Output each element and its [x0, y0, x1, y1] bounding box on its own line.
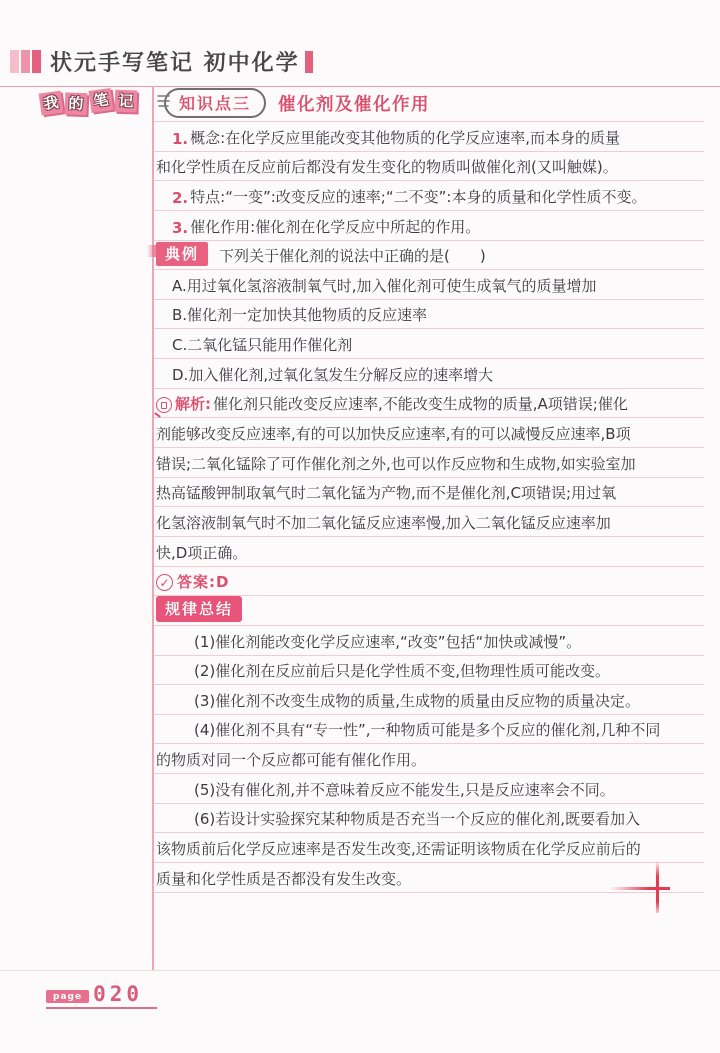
summary-badge: 规律总结 [156, 596, 242, 622]
line-text: D.加入催化剂,过氧化氢发生分解反应的速率增大 [172, 365, 494, 384]
header-divider-line [0, 86, 720, 87]
notebook-line [154, 389, 704, 419]
header-bar-decoration [10, 50, 19, 73]
notebook-line [154, 241, 704, 271]
notebook-line [154, 715, 704, 745]
line-text: A.用过氧化氢溶液制氧气时,加入催化剂可使生成氧气的质量增加 [172, 276, 597, 295]
line-text: 催化作用:催化剂在化学反应中所起的作用。 [190, 217, 481, 236]
line-text: C.二氧化锰只能用作催化剂 [172, 336, 353, 355]
notebook-line [154, 744, 704, 774]
notebook-line [154, 300, 704, 330]
example-badge: 典例 [156, 242, 208, 266]
notebook-line [154, 211, 704, 241]
notebook-line [154, 359, 704, 389]
page-label-badge: page [46, 990, 89, 1003]
notebook-line [154, 567, 704, 597]
notes-content [154, 88, 704, 893]
line-text: (1)催化剂能改变化学反应速率,“改变”包括“加快或减慢”。 [194, 632, 582, 651]
header-bar-decoration [21, 50, 30, 73]
line-text: 错误;二氧化锰除了可作催化剂之外,也可以作反应物和生成物,如实验室加 [156, 454, 636, 473]
notebook-line [154, 418, 704, 448]
notebook-line [154, 507, 704, 537]
line-text: 剂能够改变反应速率,有的可以加快反应速率,有的可以减慢反应速率,B项 [156, 425, 631, 444]
page-bottom-line [0, 970, 720, 971]
my-notes-character-tile: 的 [65, 92, 88, 115]
line-text: (4)催化剂不具有“专一性”,一种物质可能是多个反应的催化剂,几种不同 [194, 721, 661, 740]
line-text: (3)催化剂不改变生成物的质量,生成物的质量由反应物的质量决定。 [194, 691, 641, 710]
ladder-doodle-icon [156, 92, 171, 114]
line-text: 化氢溶液制氧气时不加二氧化锰反应速率慢,加入二氧化锰反应速率加 [156, 513, 611, 532]
my-notes-badge [39, 87, 140, 114]
line-text: 和化学性质在反应前后都没有发生变化的物质叫做催化剂(又叫触媒)。 [156, 158, 618, 177]
analysis-text: 催化剂只能改变反应速率,不能改变生成物的质量,A项错误;催化 [213, 395, 628, 414]
line-text: 1. [172, 129, 189, 148]
red-crosshair-mark [610, 887, 670, 890]
answer-label: 答案:D [177, 573, 230, 592]
my-notes-character-tile: 我 [39, 91, 64, 116]
notebook-line [154, 626, 704, 656]
notebook-line [154, 448, 704, 478]
line-text: (6)若设计实验探究某种物质是否充当一个反应的催化剂,既要看加入 [194, 810, 641, 829]
line-text: 概念:在化学反应里能改变其他物质的化学反应速率,而本身的质量 [190, 128, 620, 147]
notebook-line [154, 804, 704, 834]
line-text: 特点:“一变”:改变反应的速率;“二不变”:本身的质量和化学性质不变。 [190, 187, 647, 206]
notebook-line [154, 329, 704, 359]
notebook-line [154, 656, 704, 686]
header-bar-decoration [305, 51, 313, 73]
knowledge-point-badge: 知识点三 [164, 88, 266, 118]
page-number-footer [46, 984, 157, 1009]
notebook-line [154, 88, 704, 122]
notebook-line [154, 833, 704, 863]
book-title: 状元手写笔记 初中化学 [50, 51, 300, 76]
notebook-line [154, 152, 704, 182]
notebook-line [154, 596, 704, 626]
check-circle-icon: ✓ [156, 574, 173, 591]
line-text: 质量和化学性质是否都没有发生改变。 [156, 869, 412, 888]
my-notes-character-tile: 笔 [89, 88, 114, 113]
page-number: 020 [93, 982, 143, 1006]
notebook-line [154, 537, 704, 567]
analysis-label: 解析: [175, 395, 211, 414]
notebook-line [154, 774, 704, 804]
notebook-line [154, 122, 704, 152]
line-text: 2. [172, 188, 189, 207]
line-text: (2)催化剂在反应前后只是化学性质不变,但物理性质可能改变。 [194, 662, 611, 681]
notebook-line [154, 181, 704, 211]
line-text: 热高锰酸钾制取氧气时二氧化锰为产物,而不是催化剂,C项错误;用过氧 [156, 484, 617, 503]
line-text: 快,D项正确。 [156, 543, 248, 562]
knowledge-point-title: 催化剂及催化作用 [278, 94, 431, 115]
header-bar-decoration [32, 50, 41, 73]
line-text: 的物质对同一个反应都可能有催化作用。 [156, 751, 427, 770]
example-question-text: 下列关于催化剂的说法中正确的是( ) [219, 247, 486, 266]
my-notes-character-tile: 记 [115, 90, 138, 113]
line-text: 3. [172, 218, 189, 237]
notebook-line [154, 478, 704, 508]
page-header [10, 46, 313, 77]
notebook-line [154, 270, 704, 300]
knowledge-point-header [156, 88, 430, 118]
line-text: (5)没有催化剂,并不意味着反应不能发生,只是反应速率会不同。 [194, 780, 615, 799]
line-text: 该物质前后化学反应速率是否发生改变,还需证明该物质在化学反应前后的 [156, 840, 641, 859]
notebook-line [154, 685, 704, 715]
line-text: B.催化剂一定加快其他物质的反应速率 [172, 306, 428, 325]
magnifier-circle-icon [156, 397, 172, 413]
